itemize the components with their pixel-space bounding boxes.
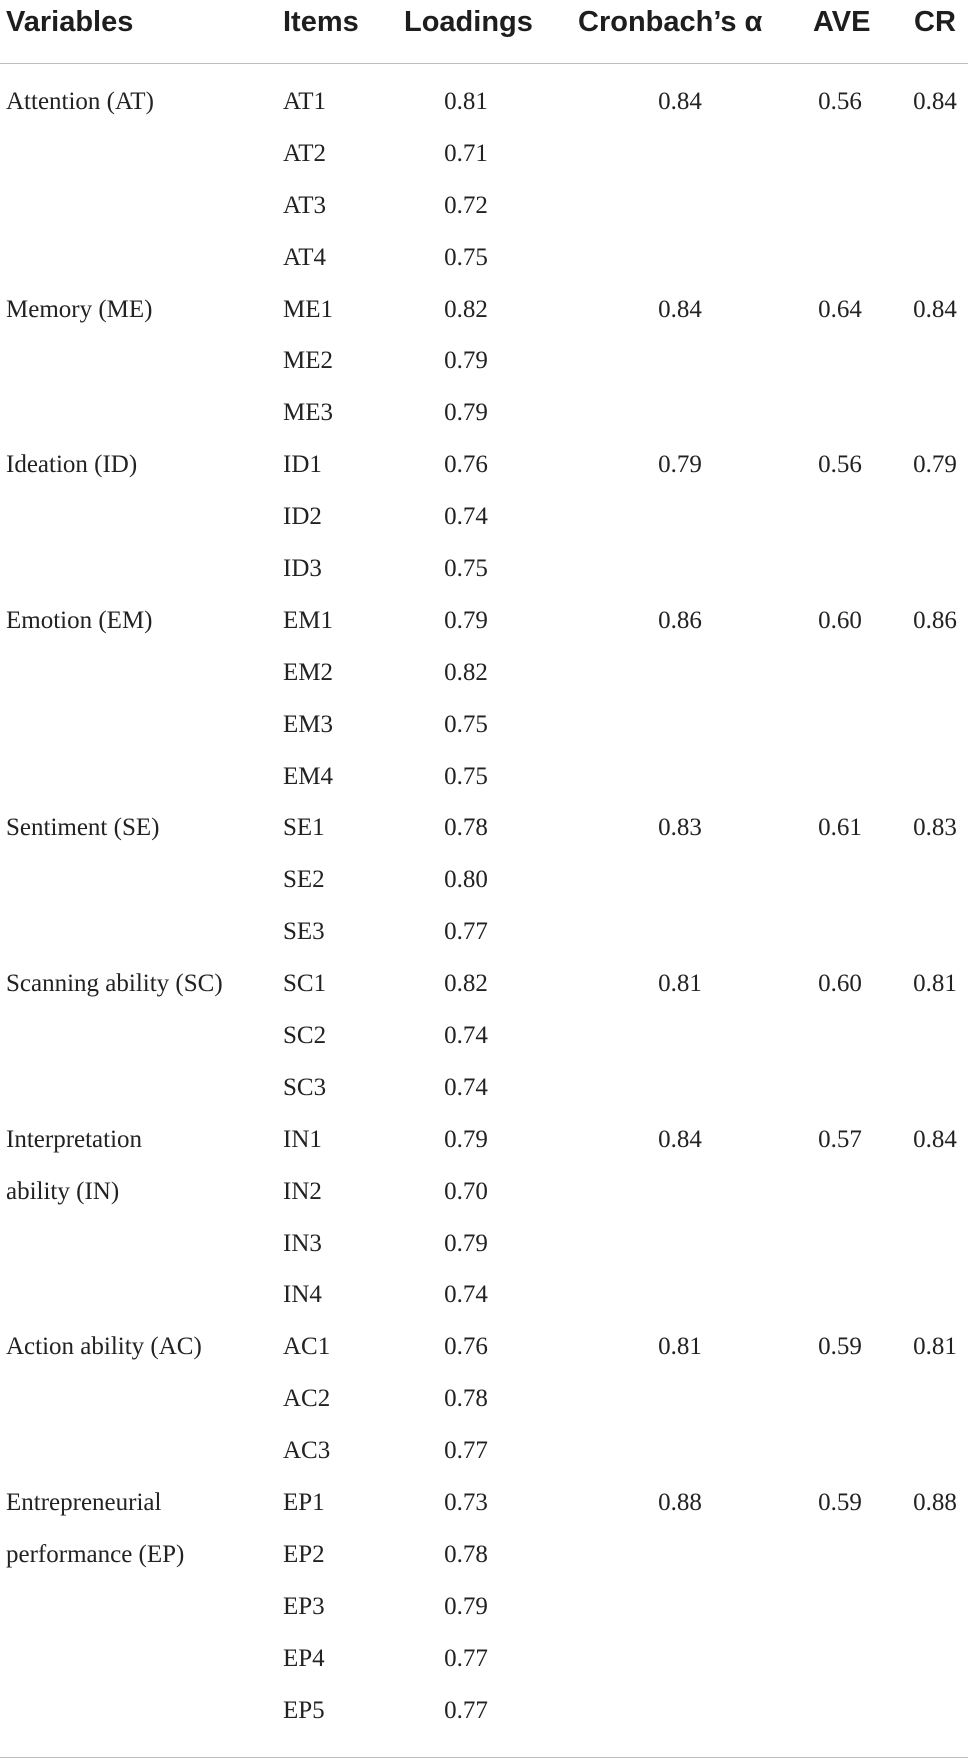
cronbach-alpha-cell: [620, 915, 740, 967]
ave-cell: 0.56: [818, 88, 862, 115]
table-row: [0, 85, 968, 137]
ave-cell: [805, 500, 875, 552]
ave-cell: [805, 1642, 875, 1694]
item-cell: ID3: [283, 555, 322, 583]
loading-cell: 0.74: [444, 1281, 488, 1309]
item-cell: ID1: [283, 451, 322, 479]
cronbach-alpha-cell: [620, 1694, 740, 1746]
loading-cell: 0.79: [444, 399, 488, 427]
loading-cell: 0.71: [444, 139, 488, 167]
item-cell: AC2: [283, 1385, 331, 1413]
item-cell: EP1: [283, 1489, 325, 1517]
cr-cell: [905, 915, 965, 967]
item-cell: EM4: [283, 762, 333, 790]
loading-cell: 0.82: [444, 970, 488, 998]
item-cell: EP2: [283, 1540, 325, 1568]
item-cell: SE3: [283, 918, 325, 946]
cronbach-alpha-cell: 0.88: [658, 1489, 702, 1517]
item-cell: AC3: [283, 1437, 331, 1465]
item-cell: ID2: [283, 503, 322, 531]
cronbach-alpha-cell: [620, 137, 740, 189]
ave-cell: [805, 552, 875, 604]
loading-cell: 0.82: [444, 295, 488, 323]
item-cell: SC1: [283, 970, 327, 998]
header-divider: [0, 63, 968, 64]
cr-cell: 0.86: [913, 606, 957, 634]
loading-cell: 0.80: [444, 866, 488, 894]
item-cell: IN1: [283, 1125, 322, 1153]
table-row: [0, 863, 968, 915]
loading-cell: 0.74: [444, 1073, 488, 1101]
cr-cell: 0.79: [913, 451, 957, 479]
cr-cell: [905, 760, 965, 812]
ave-cell: 0.59: [818, 1489, 862, 1517]
cr-cell: [905, 552, 965, 604]
table-row: [0, 1330, 968, 1382]
loading-cell: 0.78: [444, 1385, 488, 1413]
table-row: [0, 448, 968, 500]
item-cell: ME1: [283, 295, 333, 323]
table-row: [0, 915, 968, 967]
cronbach-alpha-cell: [620, 552, 740, 604]
ave-cell: 0.61: [818, 814, 862, 842]
cronbach-alpha-cell: [620, 189, 740, 241]
cronbach-alpha-cell: 0.86: [658, 606, 702, 634]
item-cell: EP3: [283, 1592, 325, 1620]
cronbach-alpha-cell: [620, 396, 740, 448]
item-cell: SE1: [283, 814, 325, 842]
cronbach-alpha-cell: 0.84: [658, 88, 702, 115]
item-cell: IN4: [283, 1281, 322, 1309]
loading-cell: 0.75: [444, 710, 488, 738]
cronbach-alpha-cell: [620, 1434, 740, 1486]
ave-cell: [805, 1590, 875, 1642]
ave-cell: 0.59: [818, 1333, 862, 1361]
table-row: [0, 1538, 968, 1590]
table-row: [0, 552, 968, 604]
cr-cell: 0.88: [913, 1489, 957, 1517]
cr-cell: [905, 1694, 965, 1746]
ave-cell: [805, 1071, 875, 1123]
header-loadings: Loadings: [404, 6, 533, 38]
item-cell: AC1: [283, 1333, 331, 1361]
variable-cell: Ideation (ID): [6, 451, 138, 479]
table-header: [0, 0, 968, 63]
cr-cell: [905, 189, 965, 241]
item-cell: EP5: [283, 1696, 325, 1724]
cr-cell: [905, 1175, 965, 1227]
cr-cell: [905, 1538, 965, 1590]
item-cell: IN2: [283, 1177, 322, 1205]
cr-cell: 0.84: [913, 295, 957, 323]
ave-cell: [805, 1538, 875, 1590]
item-cell: IN3: [283, 1229, 322, 1257]
table-row: [0, 1019, 968, 1071]
loading-cell: 0.82: [444, 658, 488, 686]
cr-cell: [905, 1071, 965, 1123]
cr-cell: 0.84: [913, 1125, 957, 1153]
cronbach-alpha-cell: [620, 344, 740, 396]
cronbach-alpha-cell: 0.84: [658, 295, 702, 323]
loading-cell: 0.75: [444, 243, 488, 271]
table-row: [0, 241, 968, 293]
cronbach-alpha-cell: [620, 1278, 740, 1330]
loading-cell: 0.78: [444, 1540, 488, 1568]
table-row: [0, 1227, 968, 1279]
table-body: [0, 85, 968, 1746]
ave-cell: [805, 1278, 875, 1330]
cr-cell: [905, 1434, 965, 1486]
cr-cell: 0.83: [913, 814, 957, 842]
loading-cell: 0.79: [444, 347, 488, 375]
ave-cell: 0.60: [818, 606, 862, 634]
cronbach-alpha-cell: [620, 1227, 740, 1279]
header-variables: Variables: [6, 6, 134, 38]
variable-cell: Action ability (AC): [6, 1333, 202, 1361]
ave-cell: 0.56: [818, 451, 862, 479]
variable-cell: Memory (ME): [6, 295, 153, 323]
loading-cell: 0.77: [444, 1696, 488, 1724]
cronbach-alpha-cell: [620, 1019, 740, 1071]
header-cr: CR: [914, 6, 956, 38]
item-cell: EM2: [283, 658, 333, 686]
cronbach-alpha-cell: [620, 1175, 740, 1227]
cronbach-alpha-cell: [620, 1071, 740, 1123]
item-cell: AT2: [283, 139, 327, 167]
table-row: [0, 1278, 968, 1330]
cr-cell: [905, 1590, 965, 1642]
loading-cell: 0.81: [444, 88, 488, 115]
table-row: [0, 293, 968, 345]
table-row: [0, 500, 968, 552]
item-cell: EM3: [283, 710, 333, 738]
variable-cell: Attention (AT): [6, 88, 154, 115]
ave-cell: [805, 1382, 875, 1434]
ave-cell: [805, 656, 875, 708]
table-row: [0, 1175, 968, 1227]
variable-cell: Entrepreneurial: [6, 1489, 162, 1517]
item-cell: ME3: [283, 399, 333, 427]
table-row: [0, 1123, 968, 1175]
cronbach-alpha-cell: [620, 1538, 740, 1590]
table-row: [0, 1382, 968, 1434]
cr-cell: [905, 1382, 965, 1434]
cronbach-alpha-cell: [620, 760, 740, 812]
table-row: [0, 1694, 968, 1746]
table-row: [0, 1486, 968, 1538]
loading-cell: 0.77: [444, 1644, 488, 1672]
ave-cell: 0.60: [818, 970, 862, 998]
table-row: [0, 1590, 968, 1642]
cr-cell: 0.84: [913, 88, 957, 115]
ave-cell: 0.57: [818, 1125, 862, 1153]
table-row: [0, 344, 968, 396]
loading-cell: 0.79: [444, 606, 488, 634]
cronbach-alpha-cell: [620, 500, 740, 552]
ave-cell: [805, 189, 875, 241]
cr-cell: [905, 344, 965, 396]
cronbach-alpha-cell: 0.81: [658, 970, 702, 998]
table-row: [0, 656, 968, 708]
ave-cell: [805, 1019, 875, 1071]
item-cell: AT3: [283, 191, 327, 219]
cr-cell: [905, 1642, 965, 1694]
ave-cell: [805, 863, 875, 915]
table-bottom-divider: [0, 1757, 968, 1758]
header-ave: AVE: [813, 6, 871, 38]
table-row: [0, 604, 968, 656]
table-row: [0, 1434, 968, 1486]
loading-cell: 0.77: [444, 1437, 488, 1465]
item-cell: SC2: [283, 1022, 327, 1050]
cronbach-alpha-cell: 0.79: [658, 451, 702, 479]
cr-cell: [905, 863, 965, 915]
cronbach-alpha-cell: 0.81: [658, 1333, 702, 1361]
cr-cell: [905, 656, 965, 708]
cr-cell: [905, 1019, 965, 1071]
loading-cell: 0.76: [444, 451, 488, 479]
item-cell: AT1: [283, 88, 327, 115]
cronbach-alpha-cell: [620, 708, 740, 760]
loading-cell: 0.79: [444, 1125, 488, 1153]
ave-cell: [805, 760, 875, 812]
cr-cell: [905, 500, 965, 552]
loading-cell: 0.74: [444, 503, 488, 531]
cronbach-alpha-cell: 0.84: [658, 1125, 702, 1153]
ave-cell: [805, 1175, 875, 1227]
loading-cell: 0.79: [444, 1229, 488, 1257]
loading-cell: 0.75: [444, 555, 488, 583]
variable-cell: Sentiment (SE): [6, 814, 160, 842]
loading-cell: 0.79: [444, 1592, 488, 1620]
item-cell: SE2: [283, 866, 325, 894]
ave-cell: [805, 137, 875, 189]
cr-cell: [905, 137, 965, 189]
item-cell: EP4: [283, 1644, 325, 1672]
loading-cell: 0.73: [444, 1489, 488, 1517]
cr-cell: [905, 241, 965, 293]
ave-cell: [805, 1227, 875, 1279]
item-cell: ME2: [283, 347, 333, 375]
cr-cell: [905, 708, 965, 760]
ave-cell: 0.64: [818, 295, 862, 323]
loading-cell: 0.70: [444, 1177, 488, 1205]
cronbach-alpha-cell: 0.83: [658, 814, 702, 842]
table-row: [0, 760, 968, 812]
loading-cell: 0.76: [444, 1333, 488, 1361]
cronbach-alpha-cell: [620, 1382, 740, 1434]
table-row: [0, 967, 968, 1019]
variable-cell: Interpretation: [6, 1125, 143, 1153]
table-row: [0, 708, 968, 760]
variable-cell: Emotion (EM): [6, 606, 153, 634]
ave-cell: [805, 241, 875, 293]
table-row: [0, 189, 968, 241]
item-cell: EM1: [283, 606, 333, 634]
header-cronbach-alpha: Cronbach’s α: [578, 6, 763, 38]
ave-cell: [805, 396, 875, 448]
cronbach-alpha-cell: [620, 863, 740, 915]
cronbach-alpha-cell: [620, 1590, 740, 1642]
item-cell: SC3: [283, 1073, 327, 1101]
table-row: [0, 137, 968, 189]
table-row: [0, 811, 968, 863]
variable-cell: performance (EP): [6, 1540, 185, 1568]
loading-cell: 0.74: [444, 1022, 488, 1050]
cr-cell: [905, 396, 965, 448]
cr-cell: 0.81: [913, 970, 957, 998]
loading-cell: 0.77: [444, 918, 488, 946]
cr-cell: [905, 1278, 965, 1330]
ave-cell: [805, 1694, 875, 1746]
ave-cell: [805, 915, 875, 967]
ave-cell: [805, 344, 875, 396]
cr-cell: 0.81: [913, 1333, 957, 1361]
header-items: Items: [283, 6, 359, 38]
item-cell: AT4: [283, 243, 327, 271]
table-row: [0, 1642, 968, 1694]
cronbach-alpha-cell: [620, 656, 740, 708]
loading-cell: 0.78: [444, 814, 488, 842]
variable-cell: ability (IN): [6, 1177, 120, 1205]
cronbach-alpha-cell: [620, 241, 740, 293]
table-row: [0, 396, 968, 448]
variable-cell: Scanning ability (SC): [6, 970, 223, 998]
cronbach-alpha-cell: [620, 1642, 740, 1694]
ave-cell: [805, 708, 875, 760]
loading-cell: 0.75: [444, 762, 488, 790]
cr-cell: [905, 1227, 965, 1279]
table-row: [0, 1071, 968, 1123]
ave-cell: [805, 1434, 875, 1486]
loading-cell: 0.72: [444, 191, 488, 219]
